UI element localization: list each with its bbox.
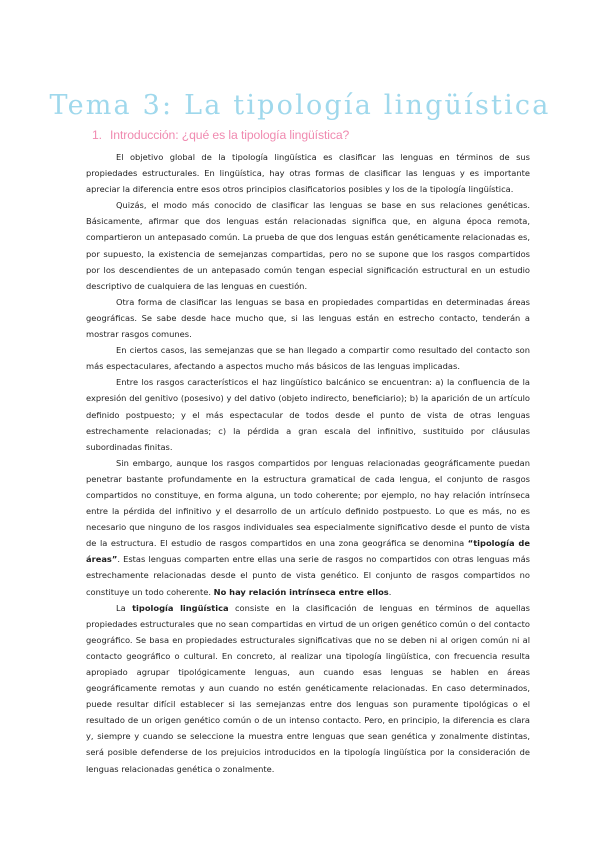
section-heading-text: Introducción: ¿qué es la tipología lingüística? [110,128,350,142]
paragraph: Otra forma de clasificar las lenguas se basa en propiedades compartidas en determinadas áreas geográficas. Se sabe desde hace mucho que, si las lenguas están en estrecho contacto, tenderán a mostrar rasgos comunes. [86,296,530,340]
paragraph-text: . [388,586,392,597]
paragraph: Entre los rasgos característicos el haz lingüístico balcánico se encuentran: a) la confluencia de la expresión del genitivo (posesivo) y del dativo (objeto indirecto, beneficiario); b) la aparición de un artículo definido postpuesto; y el más espectacular de todos desde el punto de vista de otras lenguas estrechamente relacionadas; c) la pérdida a gran escala del infinitivo, sustituido por cláusulas subordinadas finitas. [86,377,530,452]
bold-term: “tipología de áreas” [86,538,530,565]
body-text [86,149,530,777]
section-number: 1. [92,128,102,142]
paragraph-text: Sin embargo, aunque los rasgos compartidos por lenguas relacionadas geográficamente puedan penetrar bastante profundamente en la estructura gramatical de cada lengua, el conjunto de rasgos compartidos no constituye, en forma alguna, un todo coherente; por ejemplo, no hay relación intrínseca entre la pérdida del infinitivo y el desarrollo de un artículo definido postpuesto. Lo que es más, no es necesario que ninguno de los rasgos individuales sea especialmente significativo desde el punto de vista de la estructura. El estudio de rasgos compartidos en una zona geográfica se denomina [86,457,530,549]
paragraph-text: consiste en la clasificación de lenguas en términos de aquellas propiedades estructurales que no sean compartidas en virtud de un origen genético común o del contacto geográfico. Se basa en propiedades estructurales significativas que no se deben ni al origen común ni al contacto geográfico o cultural. En concreto, al realizar una tipología lingüística, con frecuencia resulta apropiado agrupar tipológicamente lenguas, aun cuando esas lenguas se hablen en áreas geográficamente remotas y aun cuando no estén genéticamente relacionadas. En caso determinados, puede resultar difícil establecer si las semejanzas entre dos lenguas son puramente tipológicas o el resultado de un origen genético común o de un intenso contacto. Pero, en principio, la diferencia es clara y, siempre y cuando se seleccione la muestra entre lenguas que sean genética y zonalmente distintas, será posible defenderse de los prejuicios introducidos en la tipología lingüística por la consideración de lenguas relacionadas genética o zonalmente. [86,602,530,774]
bold-term: tipología lingüística [132,602,229,613]
paragraph: En ciertos casos, las semejanzas que se han llegado a compartir como resultado del contacto son más espectaculares, afectando a aspectos mucho más básicos de las lenguas implicadas. [86,345,530,372]
paragraph [86,600,530,777]
page-title: Tema 3: La tipología lingüística [49,90,551,122]
paragraph [86,455,530,600]
bold-term: No hay relación intrínseca entre ellos [213,586,389,597]
paragraph-text: . Estas lenguas comparten entre ellas una serie de rasgos no compartidos con otras lenguas más estrechamente relacionadas desde el punto de vista genético. El conjunto de rasgos compartidos no constituye un todo coherente. [86,554,530,597]
paragraph: Quizás, el modo más conocido de clasificar las lenguas se base en sus relaciones genéticas. Básicamente, afirmar que dos lenguas están relacionadas significa que, en alguna época remota, compartieron un antepasado común. La prueba de que dos lenguas están genéticamente relacionadas es, por supuesto, la existencia de semejanzas compartidas, pero no se supone que los rasgos compartidos por los descendientes de un antepasado común tengan especial significación estructural en un estudio descriptivo de cualquiera de las lenguas en cuestión. [86,200,530,291]
section-heading [92,128,349,142]
paragraph: El objetivo global de la tipología lingüística es clasificar las lenguas en términos de sus propiedades estructurales. En lingüística, hay otras formas de clasificar las lenguas y es importante apreciar la diferencia entre esos otros principios clasificatorios posibles y los de la tipología lingüística. [86,152,530,195]
paragraph-text: La [116,602,133,613]
